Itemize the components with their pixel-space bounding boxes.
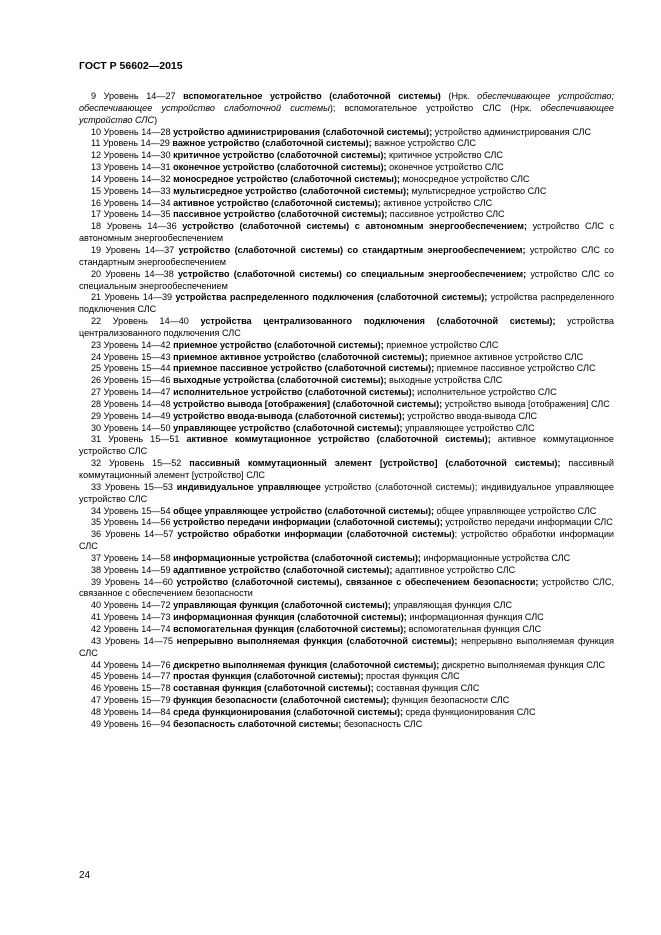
term-name: моносредное устройство (слаботочной системы); (173, 173, 400, 184)
term-text: ); вспомогательное устройство СЛС (Нрк. (329, 102, 541, 113)
term-text: непрерывно выполняемая функция СЛС (79, 635, 614, 658)
term-text: 20 Уровень 14—38 (91, 268, 178, 279)
term-name: мультисредное устройство (слаботочной системы); (173, 185, 410, 196)
term-entry (79, 506, 614, 518)
term-text: 12 Уровень 14—30 (91, 150, 174, 161)
term-text: 27 Уровень 14—47 (91, 387, 174, 398)
term-entry (79, 482, 614, 506)
term-entry (79, 340, 614, 352)
term-name: устройство (слаботочной системы) со стандартным энергообеспечением; (178, 244, 526, 255)
term-text: 45 Уровень 14—77 (91, 671, 174, 682)
term-text: моносредное устройство СЛС (399, 173, 530, 184)
term-text: 37 Уровень 14—58 (91, 552, 174, 563)
term-name: устройство (слаботочной системы) со специальным энергообеспечением; (177, 268, 527, 279)
term-text: устройство (слаботочной системы); индивидуальное управляющее устройство СЛС (79, 481, 614, 504)
term-entry (79, 529, 614, 553)
term-text: информационная функция СЛС (406, 612, 544, 623)
term-name: непрерывно выполняемая функция (слаботочной системы); (176, 635, 458, 646)
term-name: пассивное устройство (слаботочной системы); (173, 209, 388, 220)
term-text: 40 Уровень 14—72 (91, 600, 174, 611)
term-entry (79, 209, 614, 221)
term-text: адаптивное устройство СЛС (392, 564, 516, 575)
term-name: устройство передачи информации (слаботочной системы); (173, 517, 443, 528)
term-name: общее управляющее устройство (слаботочной системы); (173, 505, 435, 516)
term-name: устройства централизованного подключения (слаботочной системы); (200, 316, 556, 327)
term-entry (79, 292, 614, 316)
document-header: ГОСТ Р 56602—2015 (79, 60, 183, 72)
term-name: устройство ввода-вывода (слаботочной системы); (173, 410, 405, 421)
term-name: вспомогательная функция (слаботочной системы); (173, 623, 407, 634)
term-text: 23 Уровень 14—42 (91, 339, 174, 350)
term-text: критичное устройство СЛС (386, 150, 503, 161)
term-text: ; устройство обработки информации СЛС (79, 529, 614, 552)
term-text: 18 Уровень 14—36 (91, 221, 183, 232)
term-text: составная функция СЛС (373, 683, 480, 694)
term-text: 28 Уровень 14—48 (91, 398, 174, 409)
term-text: 9 Уровень 14—27 (91, 91, 184, 101)
term-text: информационные устройства СЛС (420, 552, 571, 563)
term-text: 29 Уровень 14—49 (91, 410, 174, 421)
term-list (79, 91, 614, 731)
term-text: приемное устройство СЛС (383, 339, 499, 350)
term-entry (79, 150, 614, 162)
term-name: выходные устройства (слаботочной системы); (173, 375, 387, 386)
term-text: 46 Уровень 15—78 (91, 683, 174, 694)
term-name: критичное устройство (слаботочной системы); (173, 150, 387, 161)
term-text: устройство вывода [отображения] СЛС (442, 398, 610, 409)
term-name: активное устройство (слаботочной системы); (173, 197, 381, 208)
term-entry (79, 671, 614, 683)
term-text: устройство СЛС с автономным энергообеспечением (79, 221, 614, 244)
term-name: приемное устройство (слаботочной системы); (173, 339, 384, 350)
term-text: управляющая функция СЛС (390, 600, 513, 611)
term-text: важное устройство СЛС (371, 138, 476, 149)
term-name: приемное активное устройство (слаботочной системы); (173, 351, 428, 362)
term-entry (79, 269, 614, 293)
term-name: важное устройство (слаботочной системы); (172, 138, 372, 149)
term-text: пассивное устройство СЛС (387, 209, 505, 220)
term-entry (79, 577, 614, 601)
term-text: устройство передачи информации СЛС (442, 517, 613, 528)
term-text: 13 Уровень 14—31 (91, 162, 174, 173)
term-text: 49 Уровень 16—94 (91, 718, 174, 729)
term-text: устройство СЛС со специальным энергообеспечением (79, 268, 614, 291)
term-text: 16 Уровень 14—34 (91, 197, 174, 208)
term-entry (79, 660, 614, 672)
term-name: информационная функция (слаботочной системы); (173, 612, 407, 623)
term-text: управляющее устройство СЛС (402, 422, 535, 433)
term-entry (79, 565, 614, 577)
term-entry (79, 186, 614, 198)
term-name: приемное пассивное устройство (слаботочной системы); (173, 363, 435, 374)
term-entry (79, 612, 614, 624)
term-entry (79, 399, 614, 411)
term-text: устройства распределенного подключения СЛС (79, 292, 614, 315)
term-entry (79, 198, 614, 210)
term-text: среда функционирования СЛС (403, 706, 536, 717)
term-text: 48 Уровень 14—84 (91, 706, 174, 717)
deprecated-term: обеспечивающее устройство; обеспечивающее устройство слаботочной системы (79, 91, 615, 113)
term-text: 11 Уровень 14—29 (91, 138, 173, 149)
term-entry (79, 707, 614, 719)
term-name: составная функция (слаботочной системы); (173, 683, 374, 694)
term-text: 43 Уровень 14—75 (91, 635, 177, 646)
term-text: ) (154, 114, 158, 125)
term-text: устройство СЛС, связанное с обеспечением безопасности (79, 576, 614, 599)
term-entry (79, 434, 614, 458)
term-text: 19 Уровень 14—37 (91, 244, 179, 255)
term-entry (79, 245, 614, 269)
term-name: управляющая функция (слаботочной системы); (173, 600, 391, 611)
term-text: приемное пассивное устройство СЛС (434, 363, 596, 374)
term-text: (Нрк. (440, 91, 478, 101)
term-text: 33 Уровень 15—53 (91, 481, 177, 492)
term-name: адаптивное устройство (слаботочной системы); (173, 564, 393, 575)
term-text: исполнительное устройство СЛС (414, 387, 557, 398)
term-entry (79, 695, 614, 707)
term-text: 15 Уровень 14—33 (91, 185, 174, 196)
term-entry (79, 553, 614, 565)
term-text: 42 Уровень 14—74 (91, 623, 174, 634)
term-text: приемное активное устройство СЛС (427, 351, 584, 362)
term-entry (79, 138, 614, 150)
term-name: устройство вывода [отображения] (слаботочной системы); (173, 398, 443, 409)
term-text: устройство СЛС со стандартным энергообеспечением (79, 244, 614, 267)
term-name: среда функционирования (слаботочной системы); (173, 706, 404, 717)
term-entry (79, 683, 614, 695)
term-text: 14 Уровень 14—32 (91, 173, 174, 184)
term-text: мультисредное устройство СЛС (409, 185, 547, 196)
term-text: 24 Уровень 15—43 (91, 351, 174, 362)
term-entry (79, 162, 614, 174)
term-text: функция безопасности СЛС (389, 695, 510, 706)
term-text: 44 Уровень 14—76 (91, 659, 174, 670)
term-text: 25 Уровень 15—44 (91, 363, 174, 374)
term-entry (79, 174, 614, 186)
term-entry (79, 363, 614, 375)
term-entry (79, 127, 614, 139)
term-name: дискретно выполняемая функция (слаботочной системы); (173, 659, 440, 670)
term-text: дискретно выполняемая функция СЛС (439, 659, 606, 670)
term-entry (79, 458, 614, 482)
term-text: активное устройство СЛС (380, 197, 493, 208)
term-text: 10 Уровень 14—28 (91, 126, 174, 137)
term-entry (79, 375, 614, 387)
term-name: пассивный коммутационный элемент [устройство] (слаботочной системы); (189, 458, 561, 469)
term-text: 35 Уровень 14—56 (91, 517, 174, 528)
term-name: устройства распределенного подключения (слаботочной системы); (175, 292, 488, 303)
page-number: 24 (79, 870, 91, 881)
term-name: активное коммутационное устройство (слаботочной системы); (186, 434, 491, 445)
term-text: 30 Уровень 14—50 (91, 422, 174, 433)
term-text: простая функция СЛС (363, 671, 460, 682)
term-entry (79, 600, 614, 612)
term-entry (79, 387, 614, 399)
term-text: вспомогательная функция СЛС (406, 623, 542, 634)
term-text: 21 Уровень 14—39 (91, 292, 176, 303)
term-text: 22 Уровень 14—40 (91, 316, 201, 327)
term-name: управляющее устройство (слаботочной системы); (173, 422, 403, 433)
term-name: информационные устройства (слаботочной системы); (173, 552, 421, 563)
term-text: выходные устройства СЛС (386, 375, 503, 386)
term-entry (79, 411, 614, 423)
term-text: 47 Уровень 15—79 (91, 695, 174, 706)
term-name: вспомогательное устройство (слаботочной системы) (183, 91, 441, 101)
term-entry (79, 636, 614, 660)
term-text: устройство ввода-вывода СЛС (404, 410, 538, 421)
term-name: оконечное устройство (слаботочной системы); (173, 162, 387, 173)
term-name: устройство (слаботочной системы), связанное с обеспечением безопасности; (176, 576, 539, 587)
term-text: 26 Уровень 15—46 (91, 375, 174, 386)
term-text: 17 Уровень 14—35 (91, 209, 174, 220)
term-text: 39 Уровень 14—60 (91, 576, 177, 587)
term-text: 41 Уровень 14—73 (91, 612, 174, 623)
term-name: индивидуальное управляющее (176, 481, 321, 492)
term-entry (79, 91, 614, 127)
term-text: устройства централизованного подключения СЛС (79, 316, 614, 338)
term-entry (79, 423, 614, 435)
term-text: безопасность СЛС (341, 718, 423, 729)
term-name: функция безопасности (слаботочной системы); (173, 695, 390, 706)
term-text: активное коммутационное устройство СЛС (79, 434, 614, 457)
term-name: устройство администрирования (слаботочной системы); (173, 126, 433, 137)
term-entry (79, 221, 614, 245)
term-entry (79, 719, 614, 731)
term-text: 34 Уровень 15—54 (91, 505, 174, 516)
deprecated-term: обеспечивающее устройство СЛС (79, 102, 614, 125)
term-name: безопасность слаботочной системы; (173, 718, 342, 729)
term-text: 32 Уровень 15—52 (91, 458, 190, 469)
term-entry (79, 624, 614, 636)
term-text: 36 Уровень 14—57 (91, 529, 178, 540)
term-text: устройство администрирования СЛС (432, 126, 592, 137)
term-text: 38 Уровень 14—59 (91, 564, 174, 575)
term-name: устройство обработки информации (слаботочной системы) (177, 529, 455, 540)
term-name: устройство (слаботочной системы) с автономным энергообеспечением; (182, 221, 527, 232)
term-text: оконечное устройство СЛС (386, 162, 504, 173)
term-name: простая функция (слаботочной системы); (173, 671, 364, 682)
term-text: общее управляющее устройство СЛС (434, 505, 597, 516)
term-entry (79, 352, 614, 364)
term-text: пассивный коммутационный элемент [устройство] СЛС (79, 458, 614, 480)
term-entry (79, 517, 614, 529)
term-name: исполнительное устройство (слаботочной системы); (173, 387, 415, 398)
term-entry (79, 316, 614, 340)
term-text: 31 Уровень 15—51 (91, 434, 187, 445)
